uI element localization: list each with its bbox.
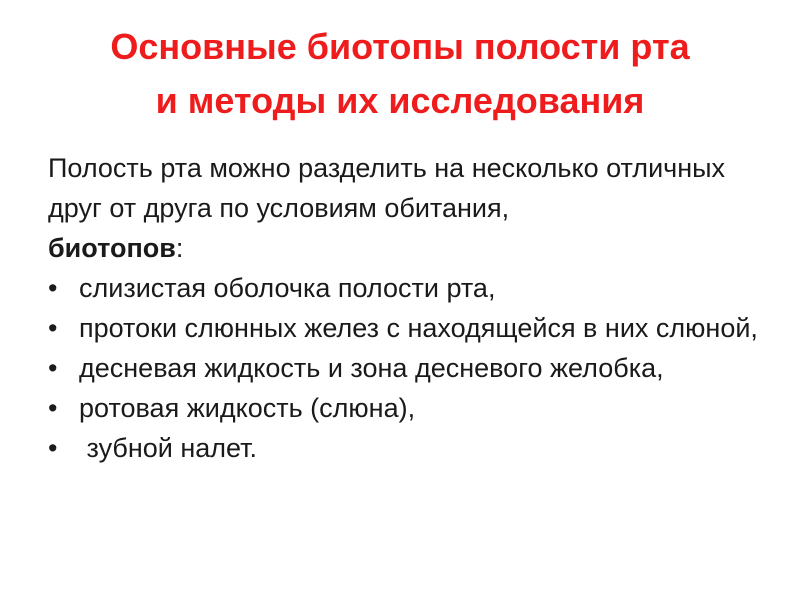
- bullet-icon: •: [48, 273, 58, 303]
- slide-title-line-1: Основные биотопы полости рта: [110, 26, 690, 67]
- bullet-icon: •: [48, 393, 58, 423]
- list-item: [48, 268, 778, 308]
- list-item-label: зубной налет.: [79, 433, 258, 463]
- intro-term: биотопов: [48, 233, 176, 263]
- list-item: [48, 348, 778, 388]
- list-item-label: ротовая жидкость (слюна),: [79, 393, 416, 423]
- slide-title: [0, 20, 800, 128]
- list-item-label: десневая жидкость и зона десневого желобка,: [79, 353, 664, 383]
- bullet-icon: •: [48, 353, 58, 383]
- list-item-label: слизистая оболочка полости рта,: [79, 273, 496, 303]
- biotope-list: [48, 268, 778, 468]
- slide-body: [48, 148, 778, 468]
- list-item: [48, 428, 778, 468]
- intro-paragraph: [48, 148, 778, 268]
- list-item: [48, 308, 778, 348]
- slide-title-line-2: и методы их исследования: [155, 80, 645, 121]
- intro-colon: :: [175, 233, 184, 263]
- bullet-icon: •: [48, 433, 58, 463]
- list-item-label: протоки слюнных желез с находящейся в них слюной,: [79, 313, 758, 343]
- bullet-icon: •: [48, 313, 58, 343]
- list-item: [48, 388, 778, 428]
- intro-text: Полость рта можно разделить на несколько отличных друг от друга по условиям обитания,: [48, 153, 726, 223]
